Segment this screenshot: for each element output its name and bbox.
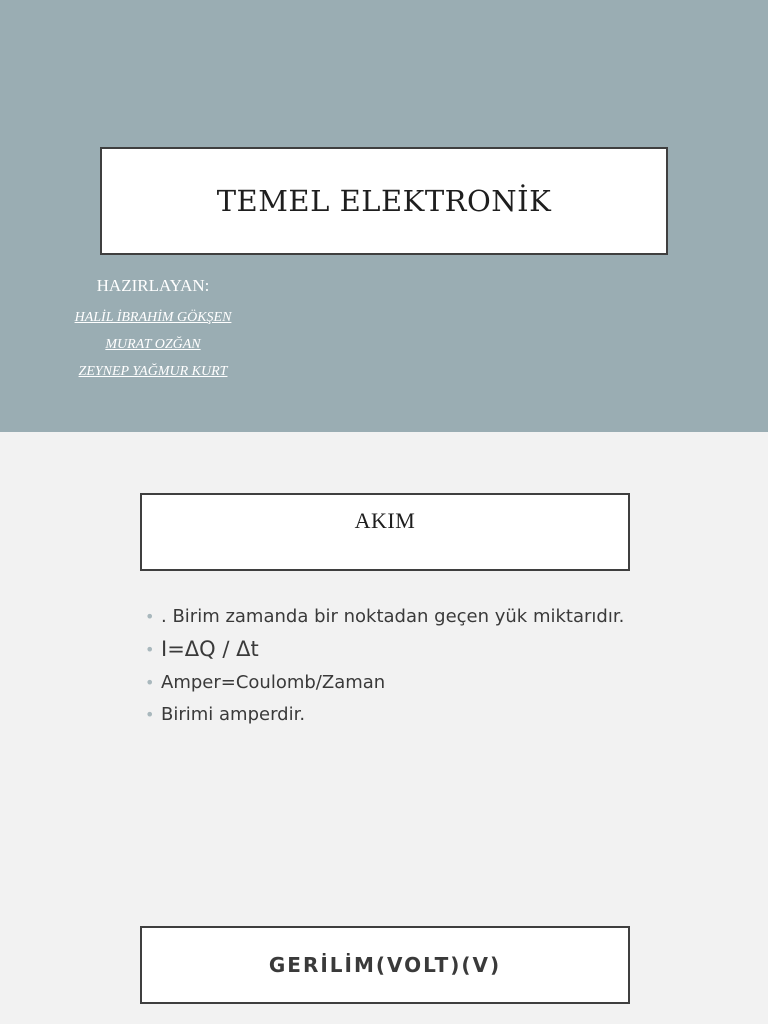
slide-title: TEMEL ELEKTRONİK [216, 184, 552, 218]
bullet-item [145, 698, 624, 730]
bullet-icon: • [145, 639, 155, 659]
akim-slide [0, 432, 768, 1024]
bullet-text: I=ΔQ ∕ Δt [161, 637, 259, 661]
author-name[interactable]: ZEYNEP YAĞMUR KURT [78, 364, 228, 379]
title-slide [0, 0, 768, 432]
author-label: HAZIRLAYAN: [96, 276, 210, 295]
slide-heading: AKIM [354, 508, 416, 533]
title-box [100, 147, 668, 255]
bullet-icon: • [145, 672, 155, 692]
bullet-list [145, 600, 624, 730]
bullet-item [145, 600, 624, 632]
heading-box [140, 493, 630, 571]
bullet-icon: • [145, 704, 155, 724]
bullet-icon: • [145, 606, 155, 626]
bullet-text: Birimi amperdir. [161, 703, 306, 725]
next-slide-heading: GERİLİM(VOLT)(V) [268, 953, 502, 977]
author-name[interactable]: MURAT OZĞAN [105, 337, 201, 352]
bullet-item [145, 632, 624, 666]
authors-block [40, 276, 266, 385]
bullet-text: . Birim zamanda bir noktadan geçen yük miktarıdır. [161, 605, 625, 627]
bullet-item [145, 666, 624, 698]
next-heading-box [140, 926, 630, 1004]
bullet-text: Amper=Coulomb/Zaman [161, 671, 386, 693]
author-name[interactable]: HALİL İBRAHİM GÖKŞEN [74, 310, 232, 325]
